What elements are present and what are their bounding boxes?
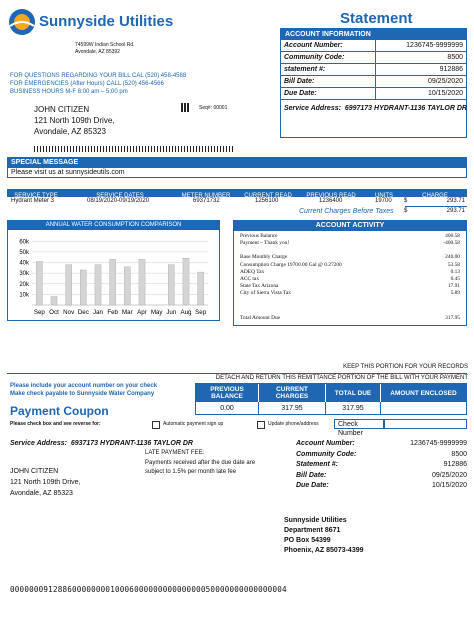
chart-title: ANNUAL WATER CONSUMPTION COMPARISON: [8, 221, 219, 230]
company-address-line2: Avondale, AZ 85392: [75, 49, 120, 55]
check-number-entry[interactable]: [384, 419, 467, 429]
check-box-instructions: Please check box and see reverse for:: [10, 421, 101, 427]
consumption-chart-box: [7, 220, 220, 321]
total-amount-due-value: 317.95: [445, 314, 460, 321]
bill-date-row: Bill Date: 09/25/2020: [281, 76, 466, 88]
account-number-row: Account Number: 1236745-9999999: [281, 40, 466, 52]
coupon-account-info: Account Number: 1236745-9999999 Community Code: 8500 Statement #: 912886 Bill Date: 09/25/2020 Due Date: 10/15/2020: [296, 440, 467, 489]
bar: [198, 272, 204, 305]
consumption-bar-chart: [8, 230, 219, 320]
auto-pay-checkbox[interactable]: [152, 421, 160, 429]
x-tick-label: Sep: [33, 309, 45, 316]
x-tick-label: Jan: [93, 309, 103, 316]
coupon-customer-name: JOHN CITIZEN: [10, 468, 59, 475]
activity-row: Base Monthly Charge 240.00: [240, 254, 460, 261]
activity-row: Previous Balance 400.58: [240, 233, 460, 239]
contact-line1: FOR QUESTIONS REGARDING YOUR BILL CAL (520) 458-4588: [10, 73, 187, 79]
customer-name: JOHN CITIZEN: [34, 105, 90, 114]
current-charges-label: Current Charges Before Taxes: [299, 208, 394, 215]
account-activity-rows: [234, 231, 466, 298]
activity-row: ACC tax 0.45: [240, 276, 460, 283]
detach-text: DETACH AND RETURN THIS REMITTANCE PORTION OF THE BILL WITH YOUR PAYMENT: [215, 375, 468, 381]
x-tick-label: Oct: [49, 309, 59, 316]
special-message-box: [7, 157, 467, 178]
coupon-service-address: Service Address: 6937173 HYDRANT-1136 TAYLOR DR: [10, 440, 193, 447]
account-info-table: [281, 40, 466, 100]
activity-row: State Tax Arizona 17.91: [240, 283, 460, 290]
late-fee-title: LATE PAYMENT FEE:: [145, 450, 205, 456]
company-name: Sunnyside Utilities: [39, 13, 174, 30]
coupon-instruction2: Make check payable to Sunnyside Water Company: [10, 391, 155, 397]
contact-line3: BUSINESS HOURS M-F 8:00 am – 5:00 pm: [10, 89, 128, 95]
bar: [66, 265, 72, 305]
account-info-header: ACCOUNT INFORMATION: [281, 29, 466, 40]
bar: [80, 270, 86, 305]
bar: [95, 265, 101, 305]
coupon-instruction1: Please include your account number on your check: [10, 383, 158, 389]
coupon-customer-street: 121 North 109th Drive,: [10, 479, 81, 486]
x-tick-label: Apr: [137, 309, 147, 316]
y-tick-label: 50k: [19, 249, 29, 256]
coupon-customer-city: Avondale, AZ 85323: [10, 490, 73, 497]
detach-line: [7, 373, 467, 374]
keep-portion-text: KEEP THIS PORTION FOR YOUR RECORDS: [343, 364, 468, 370]
y-tick-label: 20k: [19, 281, 29, 288]
bar: [51, 297, 57, 305]
bar: [168, 265, 174, 305]
previous-balance-value: 0.00: [196, 402, 259, 414]
community-code-row: Community Code: 8500: [281, 52, 466, 64]
company-address-line1: 74599W Indian School Rd.: [75, 42, 135, 48]
company-logo: [8, 8, 178, 36]
bar: [36, 261, 42, 305]
contact-line2: FOR EMERGENCIES (After Hours) CALL (520) 456-4566: [10, 81, 164, 87]
scan-line: 0000000912886000000001000600000000000000050000000000000004: [10, 585, 287, 594]
service-address: Service Address: 6997173 HYDRANT-1136 TAYLOR DR: [284, 105, 467, 112]
bar: [124, 267, 130, 305]
amount-enclosed-field[interactable]: [381, 402, 466, 414]
activity-row: ADEQ Tax 0.13: [240, 268, 460, 275]
activity-row: [240, 247, 460, 254]
update-phone-checkbox[interactable]: [257, 421, 265, 429]
account-activity-box: [233, 220, 467, 326]
postal-barcode: [34, 146, 234, 152]
auto-pay-label: Automatic payment sign up: [163, 421, 224, 427]
y-tick-label: 30k: [19, 271, 29, 278]
total-amount-due-row: [240, 315, 460, 322]
activity-row: City of Sierra Vista Tax 5.89: [240, 290, 460, 297]
total-amount-due-label: Total Amount Due: [240, 314, 281, 321]
coupon-title: Payment Coupon: [10, 404, 109, 418]
due-date-row: Due Date: 10/15/2020: [281, 88, 466, 100]
coupon-amount-headers: PREVIOUS BALANCE CURRENT CHARGES TOTAL DUE AMOUNT ENCLOSED: [196, 384, 466, 402]
late-fee-text: Payments received after the due date are subject to 1.5% per month late fee: [145, 460, 256, 475]
statement-title: Statement: [340, 10, 413, 27]
customer-city: Avondale, AZ 85323: [34, 127, 106, 136]
statement-number-row: statement #: 912886: [281, 64, 466, 76]
x-tick-label: Feb: [107, 309, 119, 316]
x-tick-label: Jun: [166, 309, 177, 316]
x-tick-label: Sep: [195, 309, 207, 316]
coupon-amount-table: [195, 383, 467, 415]
current-charges-currency: $: [404, 208, 408, 214]
service-table-header: SERVICE TYPE SERVICE DATES METER NUMBER CURRENT READ PREVIOUS READ UNITS CHARGE: [7, 189, 467, 197]
service-row: Hydrant Meter 3 08/19/2020-09/19/2020 69371732 1256100 1236400 19700 $ 293.71: [11, 198, 465, 204]
qr-code-icon: [181, 103, 190, 112]
activity-row: Payment – Thank you! -400.58: [240, 240, 460, 247]
sun-logo-icon: [8, 8, 36, 36]
account-info-box: [280, 28, 467, 138]
account-number-value: 1236745-9999999: [376, 40, 466, 52]
account-activity-header: ACCOUNT ACTIVITY: [234, 221, 466, 231]
total-due-value: 317.95: [326, 402, 381, 414]
x-tick-label: Mar: [122, 309, 133, 316]
x-tick-label: Dec: [77, 309, 89, 316]
check-number-field[interactable]: Check Number: [334, 419, 384, 429]
y-tick-label: 60k: [19, 239, 29, 246]
update-phone-label: Update phone/address: [268, 421, 319, 427]
charge-underline: [405, 206, 467, 207]
activity-row: Consumption Charge 19700.00 Gal @ 0.27200 53.58: [240, 261, 460, 268]
x-tick-label: Nov: [63, 309, 75, 316]
y-tick-label: 10k: [19, 292, 29, 299]
customer-street: 121 North 109th Drive,: [34, 116, 115, 125]
sequence-number: Seq#: 00001: [199, 105, 228, 111]
bar: [110, 259, 116, 305]
x-tick-label: Aug: [180, 309, 192, 316]
special-message-text: Please visit us at sunnysideutils.com: [11, 169, 125, 176]
current-charges-amount: 317.95: [259, 402, 326, 414]
bar: [139, 259, 145, 305]
current-charges-value: 293.71: [446, 208, 465, 214]
bar: [183, 258, 189, 305]
x-tick-label: May: [150, 309, 163, 316]
special-message-header: SPECIAL MESSAGE: [8, 158, 466, 168]
remit-address: Sunnyside Utilities Department 8671 PO Box 54399 Phoenix, AZ 85073-4399: [284, 517, 364, 554]
coupon-amount-values: [196, 402, 466, 414]
y-tick-label: 40k: [19, 260, 29, 267]
